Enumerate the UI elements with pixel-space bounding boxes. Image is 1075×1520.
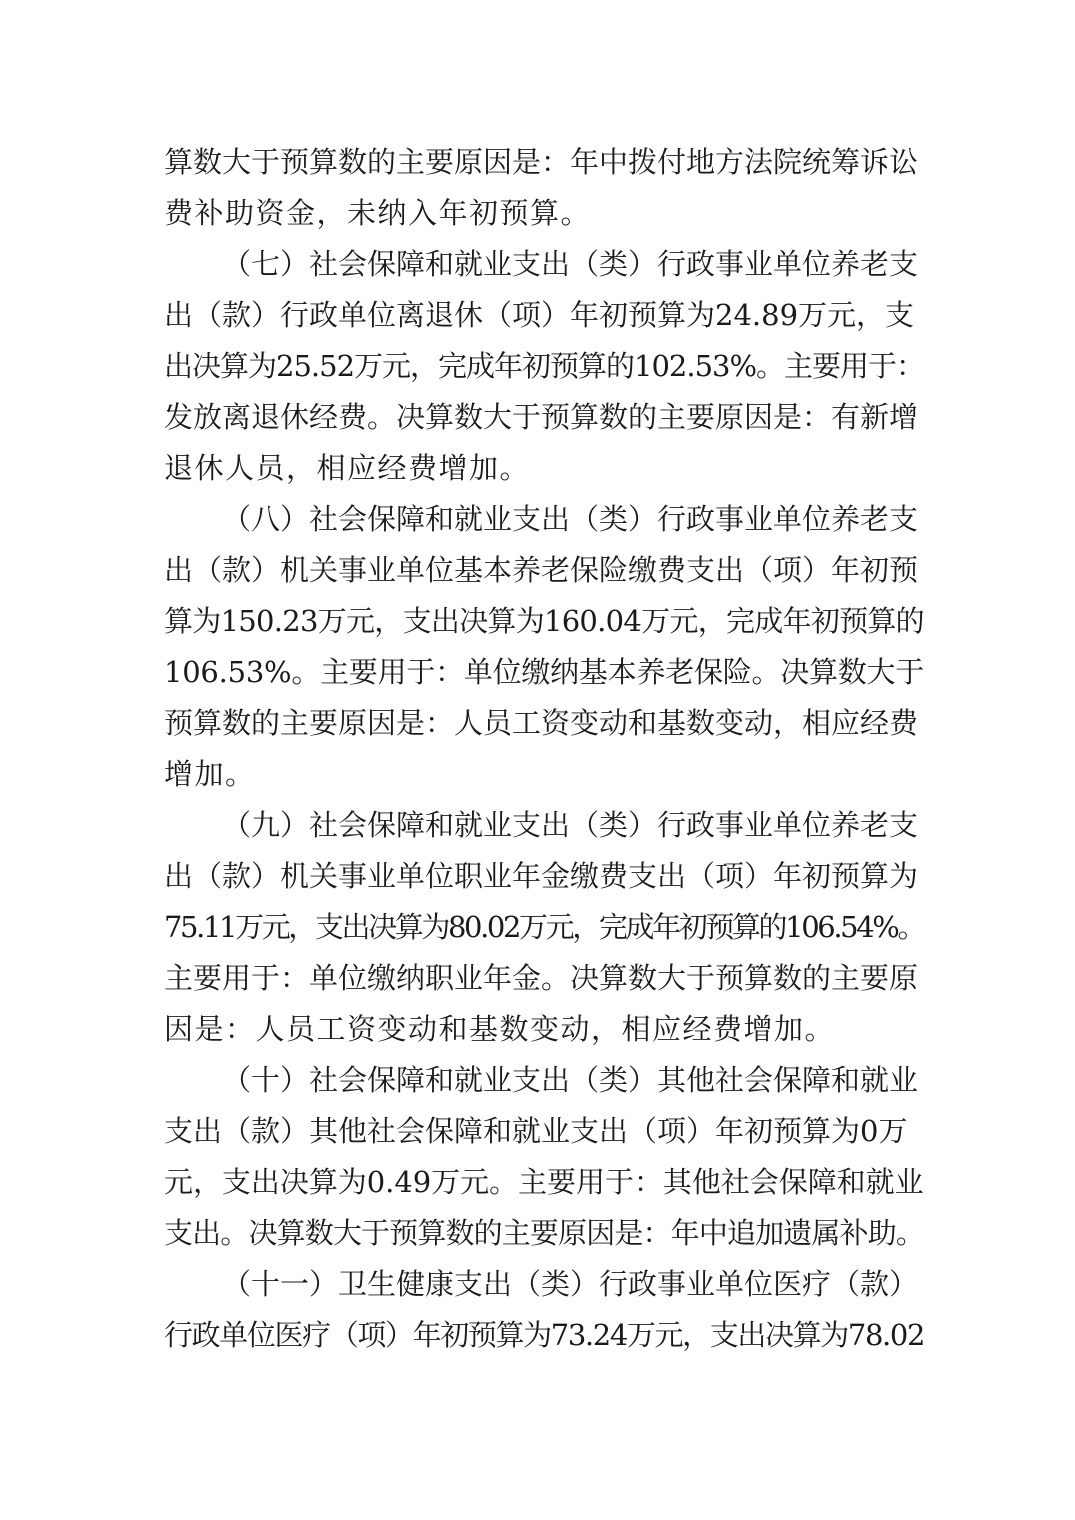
text-line: 预算数的主要原因是：人员工资变动和基数变动，相应经费: [164, 706, 919, 740]
text-line: 出（款）机关事业单位职业年金缴费支出（项）年初预算为: [164, 859, 919, 893]
text-line: 75.11万元，支出决算为80.02万元，完成年初预算的106.54%。: [164, 910, 925, 944]
paragraph-start-line: （九）社会保障和就业支出（类）行政事业单位养老支: [222, 808, 919, 842]
text-line: 支出（款）其他社会保障和就业支出（项）年初预算为0万: [164, 1114, 908, 1148]
text-line: 因是：人员工资变动和基数变动，相应经费增加。: [164, 1012, 836, 1046]
paragraph-start-line: （十一）卫生健康支出（类）行政事业单位医疗（款）: [222, 1267, 919, 1301]
text-line: 出决算为25.52万元，完成年初预算的102.53%。主要用于：: [164, 349, 925, 383]
text-line: 发放离退休经费。决算数大于预算数的主要原因是：有新增: [164, 400, 919, 434]
text-line: 退休人员，相应经费增加。: [164, 451, 531, 485]
text-line: 元，支出决算为0.49万元。主要用于：其他社会保障和就业: [164, 1165, 924, 1199]
text-line: 出（款）机关事业单位基本养老保险缴费支出（项）年初预: [164, 553, 919, 587]
text-line: 算数大于预算数的主要原因是：年中拨付地方法院统筹诉讼: [164, 145, 919, 179]
text-line: 主要用于：单位缴纳职业年金。决算数大于预算数的主要原: [164, 961, 919, 995]
text-line: 出（款）行政单位离退休（项）年初预算为24.89万元，支: [164, 298, 915, 332]
text-line: 算为150.23万元，支出决算为160.04万元，完成年初预算的: [164, 604, 924, 638]
paragraph-start-line: （八）社会保障和就业支出（类）行政事业单位养老支: [222, 502, 919, 536]
paragraph-start-line: （十）社会保障和就业支出（类）其他社会保障和就业: [222, 1063, 919, 1097]
text-line: 支出。决算数大于预算数的主要原因是：年中追加遗属补助。: [164, 1216, 925, 1250]
text-line: 106.53%。主要用于：单位缴纳基本养老保险。决算数大于: [164, 655, 925, 689]
text-line: 行政单位医疗（项）年初预算为73.24万元，支出决算为78.02: [164, 1318, 925, 1352]
paragraph-start-line: （七）社会保障和就业支出（类）行政事业单位养老支: [222, 247, 919, 281]
text-line: 费补助资金，未纳入年初预算。: [164, 196, 592, 230]
text-line: 增加。: [164, 757, 256, 791]
